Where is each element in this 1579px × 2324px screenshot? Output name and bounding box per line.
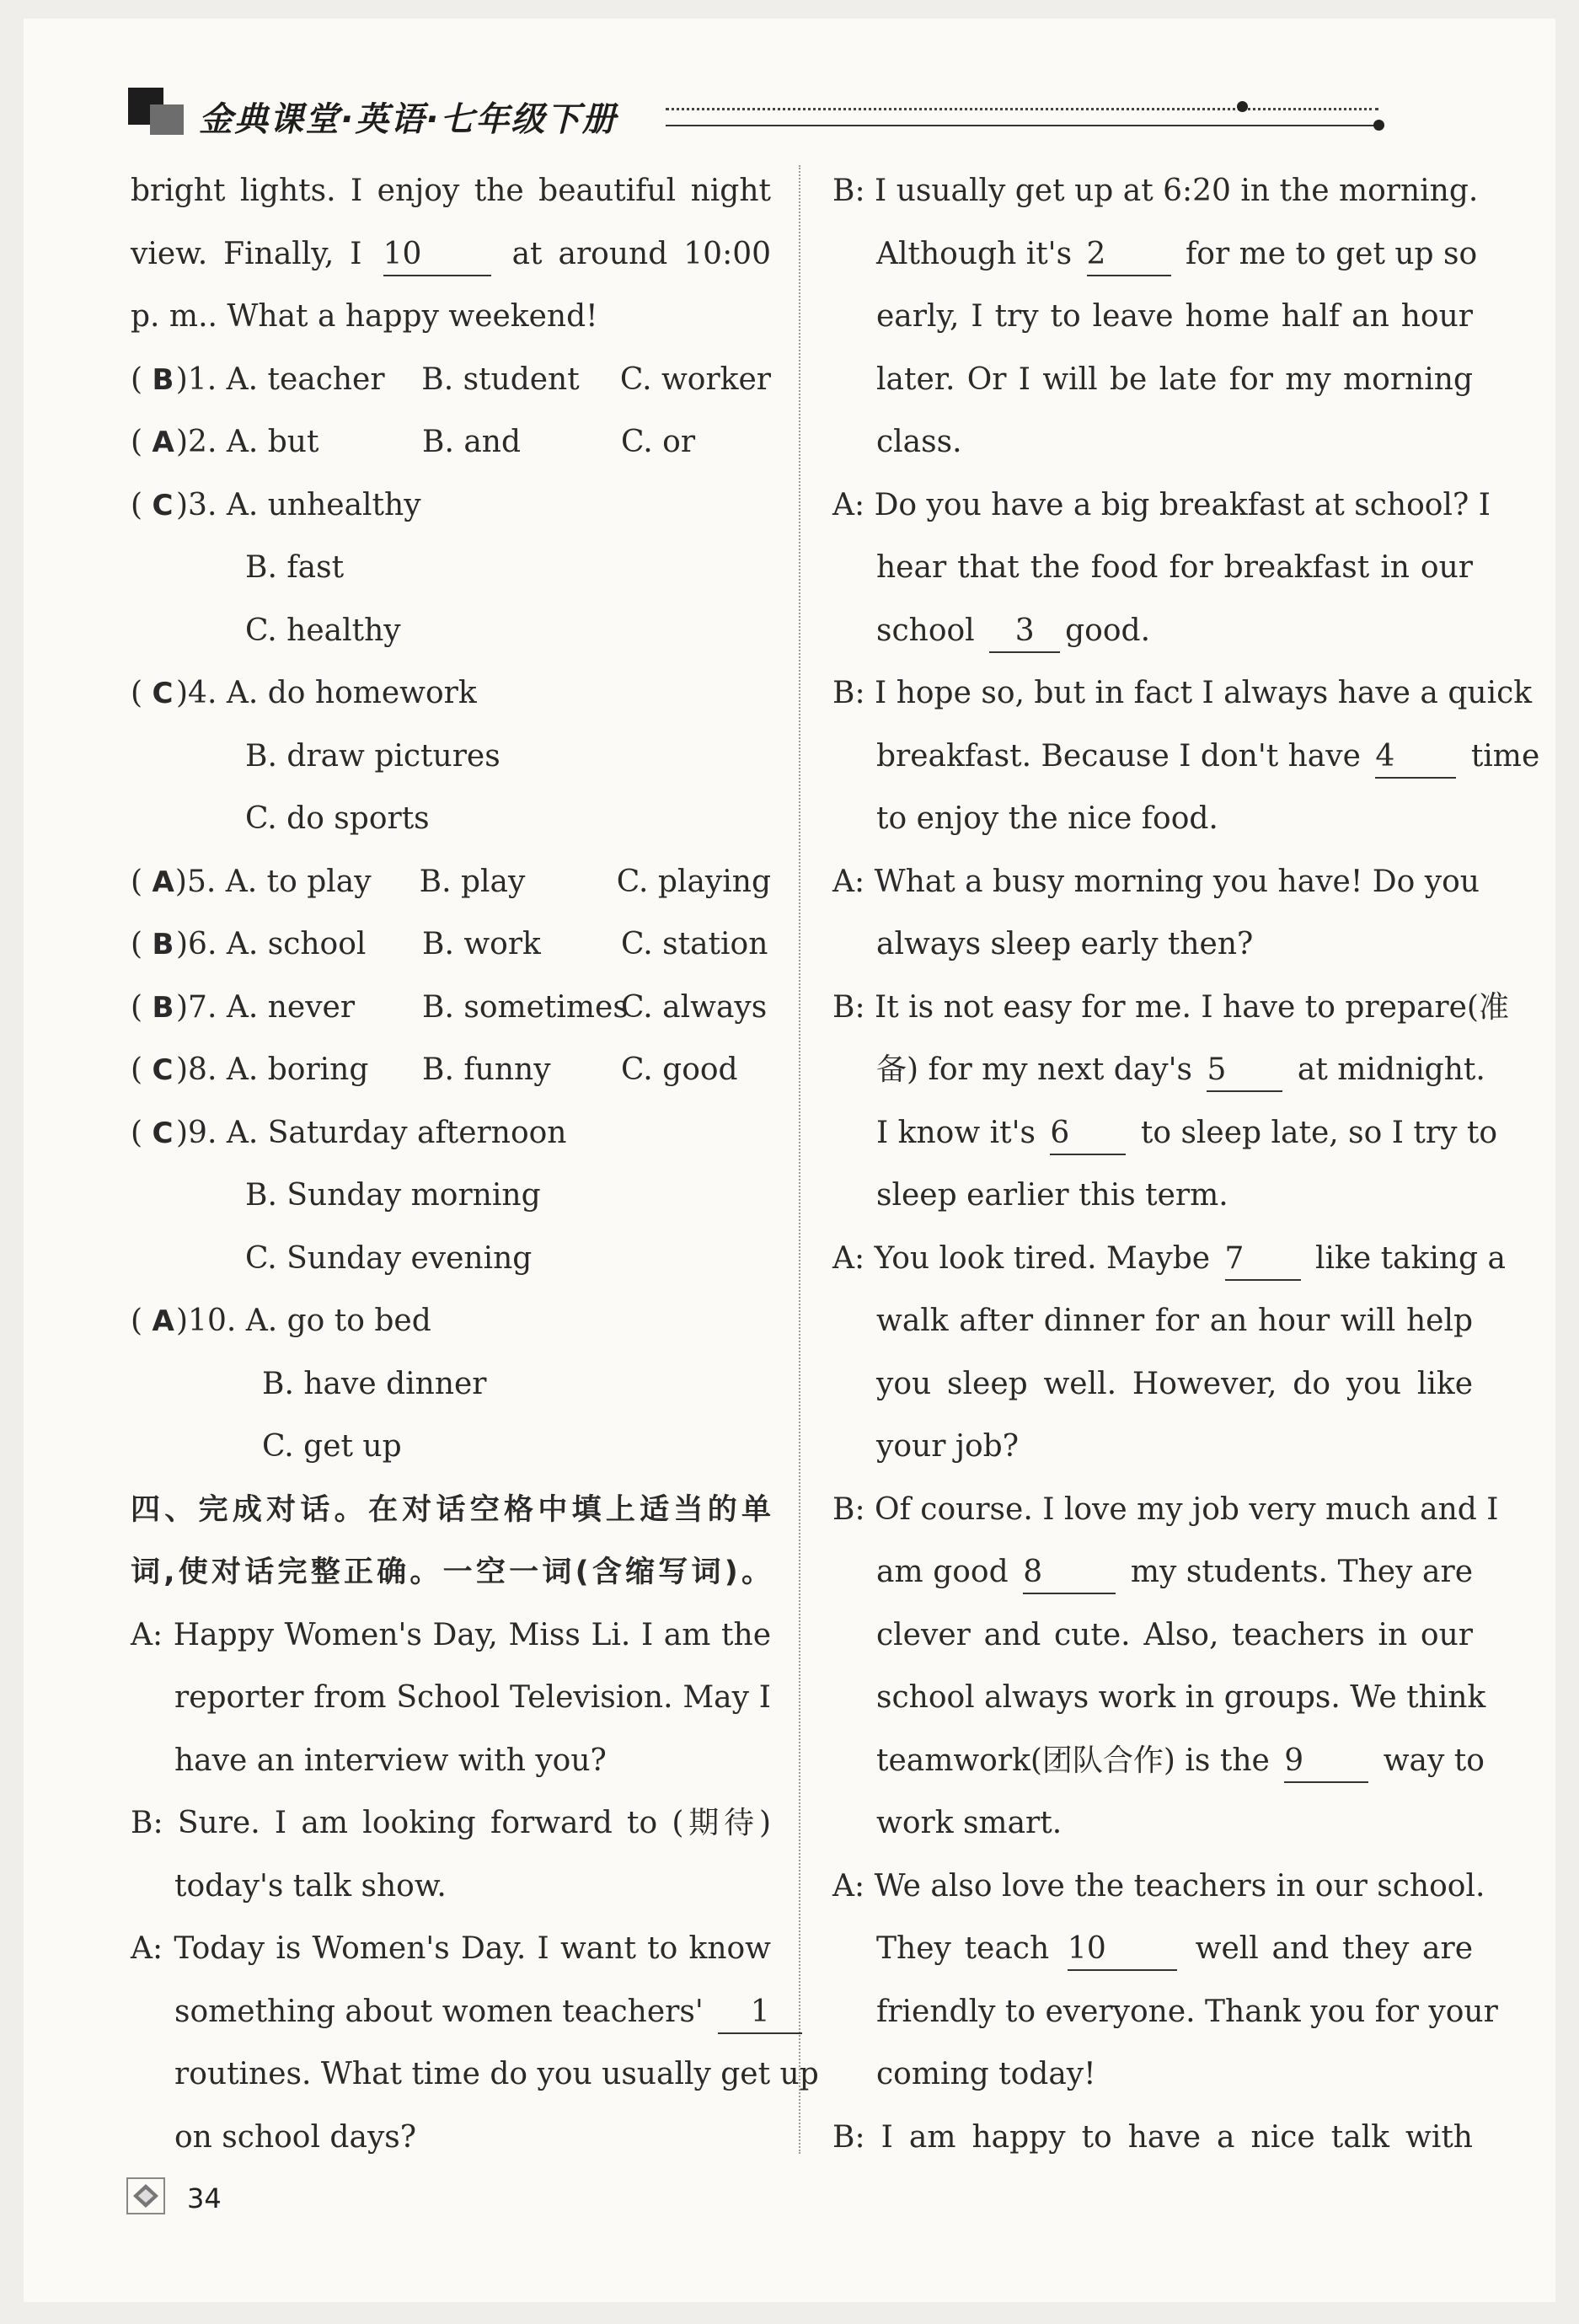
- answer-blank-10[interactable]: 10: [383, 236, 491, 276]
- dialogue-line: B: It is not easy for me. I have to prepare(准: [832, 989, 1509, 1025]
- dialogue-line: clever and cute. Also, teachers in our: [876, 1617, 1473, 1652]
- right-column: [832, 160, 1540, 2169]
- mcq-item: [131, 1039, 771, 1102]
- mcq-answer: A: [152, 865, 174, 899]
- dialogue-line: reporter from School Television. May I: [174, 1680, 771, 1715]
- mcq-number: ( B: [131, 989, 174, 1025]
- text-fragment: Although it's: [876, 236, 1073, 271]
- header-logo-block-shade: [150, 104, 184, 135]
- mcq-option-c: C. good: [621, 1052, 738, 1087]
- dialogue-line: work smart.: [876, 1806, 1062, 1840]
- dialogue-line: [832, 1918, 1473, 1981]
- answer-blank-7[interactable]: 7: [1225, 1240, 1301, 1281]
- mcq-option-b: B. have dinner: [262, 1366, 487, 1401]
- mcq-option-c: C. get up: [262, 1429, 402, 1464]
- mcq-item: [131, 349, 771, 412]
- mcq-item: [131, 851, 771, 914]
- mcq-option-b: B. and: [422, 425, 522, 459]
- mcq-option-a: )2. A. but: [176, 425, 319, 459]
- answer-blank-6[interactable]: 6: [1050, 1115, 1126, 1155]
- mcq-number: ( B: [131, 361, 174, 397]
- dialogue-line: your job?: [876, 1429, 1020, 1464]
- dialogue-line: early, I try to leave home half an hour: [876, 299, 1473, 334]
- dialogue-line: [832, 223, 1478, 286]
- mcq-option-a: )5. A. to play: [174, 864, 372, 899]
- mcq-item: [131, 977, 771, 1040]
- dialogue-line: [832, 1228, 1506, 1291]
- mcq-number: ( A: [131, 864, 174, 899]
- mcq-option-c: C. do sports: [245, 801, 430, 836]
- dialogue-line: class.: [876, 425, 962, 459]
- mcq-item: [131, 474, 771, 538]
- text-fragment: to sleep late, so I try to: [1140, 1115, 1498, 1150]
- dialogue-line: [832, 1039, 1485, 1102]
- text-fragment: my students. They are: [1130, 1555, 1473, 1589]
- mcq-item: [131, 913, 771, 977]
- text-fragment: like taking a: [1314, 1240, 1506, 1276]
- mcq-number: ( C: [131, 676, 174, 710]
- mcq-answer: C: [152, 1116, 174, 1150]
- dialogue-line: B: Of course. I love my job very much and I: [832, 1491, 1499, 1527]
- mcq-option-b: B. sometimes: [422, 989, 629, 1025]
- mcq-option-a: )1. A. teacher: [175, 361, 385, 397]
- section-instruction: 四、完成对话。在对话空格中填上适当的单: [131, 1492, 771, 1527]
- dialogue-line: sleep earlier this term.: [876, 1178, 1228, 1213]
- answer-blank-1[interactable]: 1: [718, 1994, 802, 2034]
- mcq-option-a: )8. A. boring: [176, 1052, 369, 1087]
- mcq-option-a: )7. A. never: [176, 989, 356, 1025]
- answer-blank-4[interactable]: 4: [1375, 738, 1456, 779]
- text-fragment: teamwork(团队合作) is the: [876, 1743, 1270, 1778]
- mcq-option-b: B. fast: [245, 550, 345, 585]
- text-fragment: at midnight.: [1297, 1052, 1485, 1087]
- dialogue-line: [832, 1541, 1473, 1604]
- dialogue-line: later. Or I will be late for my morning: [876, 361, 1473, 397]
- mcq-option-c: C. worker: [619, 361, 771, 397]
- text-fragment: for me to get up so: [1185, 236, 1478, 271]
- dialogue-line: B: Sure. I am looking forward to (期待): [131, 1806, 771, 1840]
- mcq-number: ( C: [131, 1115, 174, 1150]
- mcq-answer: C: [152, 488, 174, 522]
- dialogue-line: B: I am happy to have a nice talk with: [832, 2119, 1473, 2155]
- answer-blank-3[interactable]: 3: [989, 613, 1060, 653]
- dialogue-line: A: Today is Women's Day. I want to know: [131, 1931, 771, 1966]
- dialogue-line: to enjoy the nice food.: [876, 801, 1218, 836]
- mcq-option-b: B. funny: [422, 1052, 551, 1087]
- mcq-item: [131, 662, 771, 726]
- section-instruction: 词,使对话完整正确。一空一词(含缩写词)。: [131, 1556, 771, 1589]
- dialogue-line: [832, 726, 1540, 789]
- dialogue-line: friendly to everyone. Thank you for your: [876, 1994, 1498, 2029]
- dialogue-line: B: I usually get up at 6:20 in the morning.: [832, 174, 1479, 208]
- mcq-answer: B: [152, 990, 174, 1025]
- dialogue-line: always sleep early then?: [876, 927, 1254, 961]
- mcq-item: [131, 1290, 771, 1353]
- dialogue-line: [832, 600, 1473, 663]
- header-dotted-rule: [666, 108, 1378, 110]
- mcq-option-b: B. Sunday morning: [245, 1178, 541, 1213]
- text-fragment: at around 10:00: [511, 236, 772, 271]
- mcq-answer: A: [152, 1304, 174, 1338]
- mcq-option-a: )10. A. go to bed: [176, 1304, 431, 1338]
- mcq-option-a: )4. A. do homework: [176, 676, 477, 710]
- text-fragment: good.: [1065, 613, 1151, 648]
- mcq-answer: C: [152, 677, 174, 710]
- text-fragment: 备) for my next day's: [876, 1052, 1192, 1087]
- answer-blank-10[interactable]: 10: [1068, 1930, 1177, 1971]
- left-column: [131, 160, 819, 2169]
- mcq-option-a: )9. A. Saturday afternoon: [176, 1115, 567, 1150]
- answer-blank-2[interactable]: 2: [1087, 236, 1171, 276]
- dialogue-line: on school days?: [174, 2119, 417, 2155]
- mcq-answer: C: [152, 1053, 174, 1087]
- answer-blank-9[interactable]: 9: [1284, 1743, 1368, 1783]
- text-fragment: They teach: [876, 1931, 1050, 1966]
- dialogue-line: [131, 1981, 771, 2044]
- diamond-icon: [126, 2177, 165, 2214]
- text-fragment: am good: [876, 1555, 1009, 1589]
- page-number: 34: [187, 2182, 222, 2214]
- dialogue-line: today's talk show.: [174, 1868, 447, 1904]
- header-dot: [1237, 101, 1248, 112]
- mcq-option-b: B. draw pictures: [245, 738, 500, 774]
- dialogue-line: [832, 1730, 1485, 1793]
- answer-blank-5[interactable]: 5: [1207, 1052, 1282, 1092]
- text-fragment: school: [876, 613, 975, 648]
- dialogue-line: A: What a busy morning you have! Do you: [832, 864, 1480, 899]
- mcq-number: ( C: [131, 487, 174, 522]
- mcq-answer: B: [152, 928, 174, 961]
- header-solid-rule: [666, 125, 1378, 126]
- text-fragment: well and they are: [1195, 1931, 1473, 1966]
- page-header: [128, 88, 1392, 147]
- mcq-answer: A: [152, 426, 174, 459]
- dialogue-line: have an interview with you?: [174, 1743, 607, 1778]
- text-line: [131, 223, 771, 286]
- mcq-number: ( A: [131, 1304, 174, 1338]
- mcq-option-c: C. or: [621, 425, 696, 459]
- mcq-option-c: C. station: [621, 927, 768, 961]
- mcq-number: ( B: [131, 927, 174, 961]
- text-fragment: something about women teachers': [174, 1994, 704, 2029]
- dialogue-line: coming today!: [876, 2057, 1096, 2091]
- answer-blank-8[interactable]: 8: [1023, 1554, 1116, 1594]
- dialogue-line: walk after dinner for an hour will help: [876, 1304, 1473, 1338]
- mcq-option-a: )6. A. school: [176, 927, 367, 961]
- mcq-option-a: )3. A. unhealthy: [176, 487, 421, 522]
- dialogue-line: hear that the food for breakfast in our: [876, 550, 1473, 585]
- mcq-number: ( A: [131, 425, 174, 459]
- text-line: bright lights. I enjoy the beautiful night: [131, 174, 771, 208]
- text-line: p. m.. What a happy weekend!: [131, 299, 598, 334]
- dialogue-line: school always work in groups. We think: [876, 1680, 1486, 1715]
- dialogue-line: routines. What time do you usually get up: [174, 2057, 819, 2091]
- dialogue-line: A: We also love the teachers in our school.: [832, 1868, 1485, 1904]
- mcq-number: ( C: [131, 1052, 174, 1087]
- text-fragment: view. Finally, I: [131, 236, 362, 271]
- mcq-option-b: B. work: [422, 927, 541, 961]
- dialogue-line: B: I hope so, but in fact I always have a quick: [832, 676, 1533, 710]
- text-fragment: A: You look tired. Maybe: [832, 1240, 1211, 1276]
- text-fragment: breakfast. Because I don't have: [876, 738, 1361, 774]
- mcq-option-c: C. always: [621, 989, 768, 1025]
- mcq-option-c: C. healthy: [245, 613, 401, 648]
- dialogue-line: A: Happy Women's Day, Miss Li. I am the: [131, 1617, 771, 1652]
- mcq-item: [131, 411, 771, 474]
- mcq-option-b: B. student: [421, 361, 580, 397]
- text-fragment: time: [1470, 738, 1540, 774]
- mcq-option-c: C. playing: [616, 864, 771, 899]
- dialogue-line: you sleep well. However, do you like: [876, 1366, 1473, 1401]
- dialogue-line: A: Do you have a big breakfast at school? I: [832, 487, 1491, 522]
- header-title: 金典课堂·英语·七年级下册: [199, 100, 618, 139]
- header-dot: [1373, 120, 1384, 131]
- text-fragment: way to: [1383, 1743, 1485, 1778]
- text-fragment: I know it's: [876, 1115, 1036, 1150]
- dialogue-line: [832, 1102, 1498, 1165]
- mcq-item: [131, 1102, 771, 1165]
- mcq-option-b: B. play: [419, 864, 526, 899]
- mcq-option-c: C. Sunday evening: [245, 1240, 533, 1276]
- mcq-answer: B: [152, 362, 174, 397]
- column-divider: [799, 165, 800, 2154]
